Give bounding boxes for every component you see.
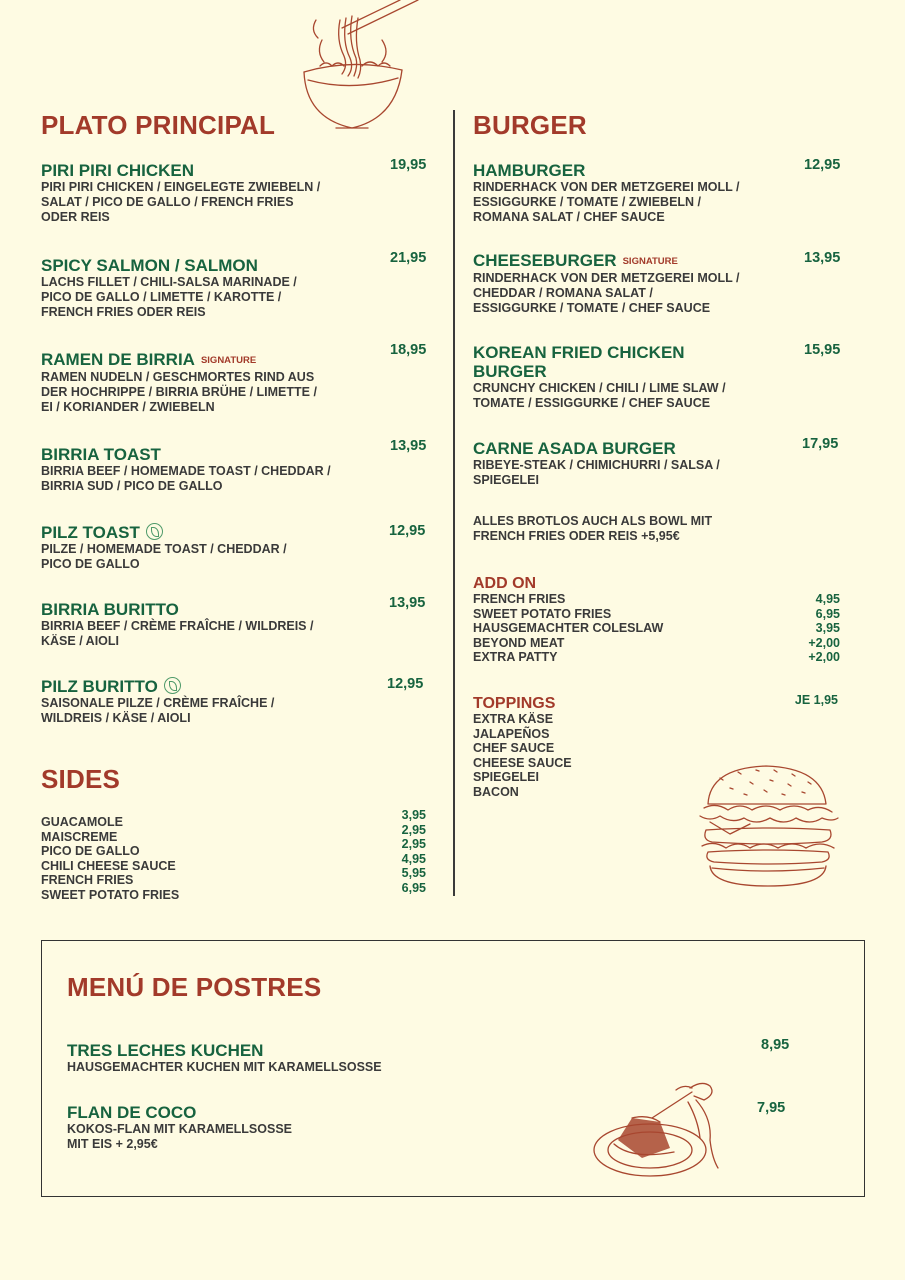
addon-price: +2,00 xyxy=(808,635,840,650)
side-price: 3,95 xyxy=(401,808,426,822)
item-desc: KOKOS-FLAN MIT KARAMELLSOSSE xyxy=(67,1122,292,1136)
item-desc: BIRRIA BEEF / CRÈME FRAÎCHE / WILDREIS / xyxy=(41,619,314,633)
note-line: ALLES BROTLOS AUCH ALS BOWL MIT xyxy=(473,514,713,528)
item-price: 7,95 xyxy=(757,1100,786,1116)
item-desc: WILDREIS / KÄSE / AIOLI xyxy=(41,711,191,725)
topping-name: JALAPEÑOS xyxy=(473,726,550,741)
menu-item xyxy=(67,1103,487,1152)
addon-name: FRENCH FRIES xyxy=(473,592,566,606)
item-price: 12,95 xyxy=(389,523,426,539)
item-desc: BIRRIA BEEF / HOMEMADE TOAST / CHEDDAR / xyxy=(41,464,331,478)
item-name: HAMBURGER xyxy=(473,161,586,180)
item-price: 15,95 xyxy=(804,342,841,358)
signature-badge: SIGNATURE xyxy=(200,355,257,366)
item-desc: ESSIGGURKE / TOMATE / CHEF SAUCE xyxy=(473,301,711,315)
menu-item xyxy=(41,256,441,320)
leaf-icon xyxy=(164,677,181,694)
item-name: SPICY SALMON / SALMON xyxy=(41,256,258,275)
menu-item xyxy=(473,343,793,411)
item-desc: EI / KORIANDER / ZWIEBELN xyxy=(41,400,215,414)
item-desc: PILZE / HOMEMADE TOAST / CHEDDAR / xyxy=(41,542,287,556)
item-name: FLAN DE COCO xyxy=(67,1103,197,1122)
item-desc: RINDERHACK VON DER METZGEREI MOLL / xyxy=(473,271,740,285)
addon-list xyxy=(473,592,733,665)
item-desc: DER HOCHRIPPE / BIRRIA BRÜHE / LIMETTE / xyxy=(41,385,317,399)
item-name: TRES LECHES KUCHEN xyxy=(67,1041,264,1060)
item-desc: ESSIGGURKE / TOMATE / ZWIEBELN / xyxy=(473,195,702,209)
item-desc: KÄSE / AIOLI xyxy=(41,634,120,648)
item-name: PILZ BURITTO xyxy=(41,677,158,696)
topping-name: BACON xyxy=(473,784,519,799)
item-desc: PICO DE GALLO / LIMETTE / KAROTTE / xyxy=(41,290,282,304)
side-name: GUACAMOLE xyxy=(41,815,123,829)
addon-price: 4,95 xyxy=(815,592,840,606)
toppings-list xyxy=(473,712,673,800)
item-desc: RINDERHACK VON DER METZGEREI MOLL / xyxy=(473,180,740,194)
flan-plate-illustration xyxy=(592,1078,722,1180)
item-desc: SPIEGELEI xyxy=(473,473,539,487)
toppings-price: JE 1,95 xyxy=(794,693,838,707)
menu-item xyxy=(41,600,441,649)
ramen-bowl-illustration xyxy=(296,0,426,135)
item-desc: TOMATE / ESSIGGURKE / CHEF SAUCE xyxy=(473,396,711,410)
addon-prices xyxy=(780,592,840,665)
menu-item xyxy=(41,161,441,225)
item-price: 19,95 xyxy=(390,157,427,173)
addon-price: 3,95 xyxy=(815,621,840,636)
signature-badge: SIGNATURE xyxy=(622,256,678,267)
burger-title: BURGER xyxy=(473,110,587,140)
addon-name: SWEET POTATO FRIES xyxy=(473,606,612,621)
item-desc: LACHS FILLET / CHILI-SALSA MARINADE / xyxy=(41,275,297,289)
item-desc: ODER REIS xyxy=(41,210,110,224)
item-desc: SALAT / PICO DE GALLO / FRENCH FRIES xyxy=(41,195,294,209)
addon-price: 6,95 xyxy=(815,606,840,621)
addon-name: HAUSGEMACHTER COLESLAW xyxy=(473,621,664,636)
item-desc: PICO DE GALLO xyxy=(41,557,140,571)
item-desc: SAISONALE PILZE / CRÈME FRAÎCHE / xyxy=(41,696,275,710)
menu-item xyxy=(473,161,793,225)
sides-title: SIDES xyxy=(41,764,121,794)
menu-item xyxy=(41,350,441,415)
sides-list xyxy=(41,815,291,903)
item-name: BIRRIA BURITTO xyxy=(41,600,179,619)
column-divider xyxy=(453,110,455,896)
side-name: PICO DE GALLO xyxy=(41,844,140,859)
item-desc: CHEDDAR / ROMANA SALAT / xyxy=(473,286,653,300)
item-price: 13,95 xyxy=(804,250,841,266)
topping-name: SPIEGELEI xyxy=(473,770,539,785)
side-price: 4,95 xyxy=(401,851,426,866)
note-line: FRENCH FRIES ODER REIS +5,95€ xyxy=(473,529,680,543)
item-desc: RAMEN NUDELN / GESCHMORTES RIND AUS xyxy=(41,370,315,384)
item-name: BURGER xyxy=(473,362,547,381)
topping-name: EXTRA KÄSE xyxy=(473,712,554,726)
menu-item xyxy=(67,1041,487,1075)
item-desc: HAUSGEMACHTER KUCHEN MIT KARAMELLSOSSE xyxy=(67,1060,382,1074)
leaf-icon xyxy=(146,523,163,540)
item-name: CARNE ASADA BURGER xyxy=(473,439,676,458)
side-price: 2,95 xyxy=(401,822,426,837)
menu-item xyxy=(473,439,793,488)
side-name: FRENCH FRIES xyxy=(41,873,134,888)
desserts-title: MENÚ DE POSTRES xyxy=(67,972,322,1002)
side-price: 6,95 xyxy=(401,880,426,895)
item-desc: BIRRIA SUD / PICO DE GALLO xyxy=(41,479,223,493)
item-desc: PIRI PIRI CHICKEN / EINGELEGTE ZWIEBELN / xyxy=(41,180,321,194)
item-desc: FRENCH FRIES ODER REIS xyxy=(41,305,206,319)
item-name: RAMEN DE BIRRIA xyxy=(41,350,195,369)
side-name: MAISCREME xyxy=(41,829,118,844)
item-name: CHEESEBURGER xyxy=(473,251,617,270)
item-name: KOREAN FRIED CHICKEN xyxy=(473,343,685,362)
addon-name: BEYOND MEAT xyxy=(473,635,565,650)
item-price: 21,95 xyxy=(390,250,427,266)
item-price: 12,95 xyxy=(804,157,841,173)
item-price: 12,95 xyxy=(387,676,424,692)
item-name: PIRI PIRI CHICKEN xyxy=(41,161,195,180)
sides-prices xyxy=(376,808,426,896)
menu-item xyxy=(41,523,441,572)
item-price: 13,95 xyxy=(390,438,427,454)
topping-name: CHEF SAUCE xyxy=(473,741,555,756)
menu-item xyxy=(473,251,793,316)
item-price: 13,95 xyxy=(389,595,426,611)
item-name: PILZ TOAST xyxy=(41,523,140,542)
plato-principal-title: PLATO PRINCIPAL xyxy=(41,110,276,140)
addon-price: +2,00 xyxy=(808,650,840,665)
item-desc: RIBEYE-STEAK / CHIMICHURRI / SALSA / xyxy=(473,458,720,472)
item-price: 18,95 xyxy=(390,342,427,358)
side-price: 5,95 xyxy=(401,866,426,881)
item-name: BIRRIA TOAST xyxy=(41,445,161,464)
menu-item xyxy=(41,445,441,494)
addon-title: ADD ON xyxy=(473,575,537,592)
item-price: 8,95 xyxy=(761,1037,790,1053)
addon-name: EXTRA PATTY xyxy=(473,650,558,665)
item-desc: ROMANA SALAT / CHEF SAUCE xyxy=(473,210,665,224)
side-name: CHILI CHEESE SAUCE xyxy=(41,858,176,873)
burger-illustration xyxy=(690,760,845,890)
item-desc: CRUNCHY CHICKEN / CHILI / LIME SLAW / xyxy=(473,381,726,395)
item-price: 17,95 xyxy=(802,436,839,452)
bowl-note xyxy=(473,514,793,544)
menu-item xyxy=(41,677,441,726)
topping-name: CHEESE SAUCE xyxy=(473,755,572,770)
toppings-title: TOPPINGS xyxy=(473,695,556,712)
side-name: SWEET POTATO FRIES xyxy=(41,887,180,902)
item-desc: MIT EIS + 2,95€ xyxy=(67,1137,158,1151)
side-price: 2,95 xyxy=(401,837,426,852)
